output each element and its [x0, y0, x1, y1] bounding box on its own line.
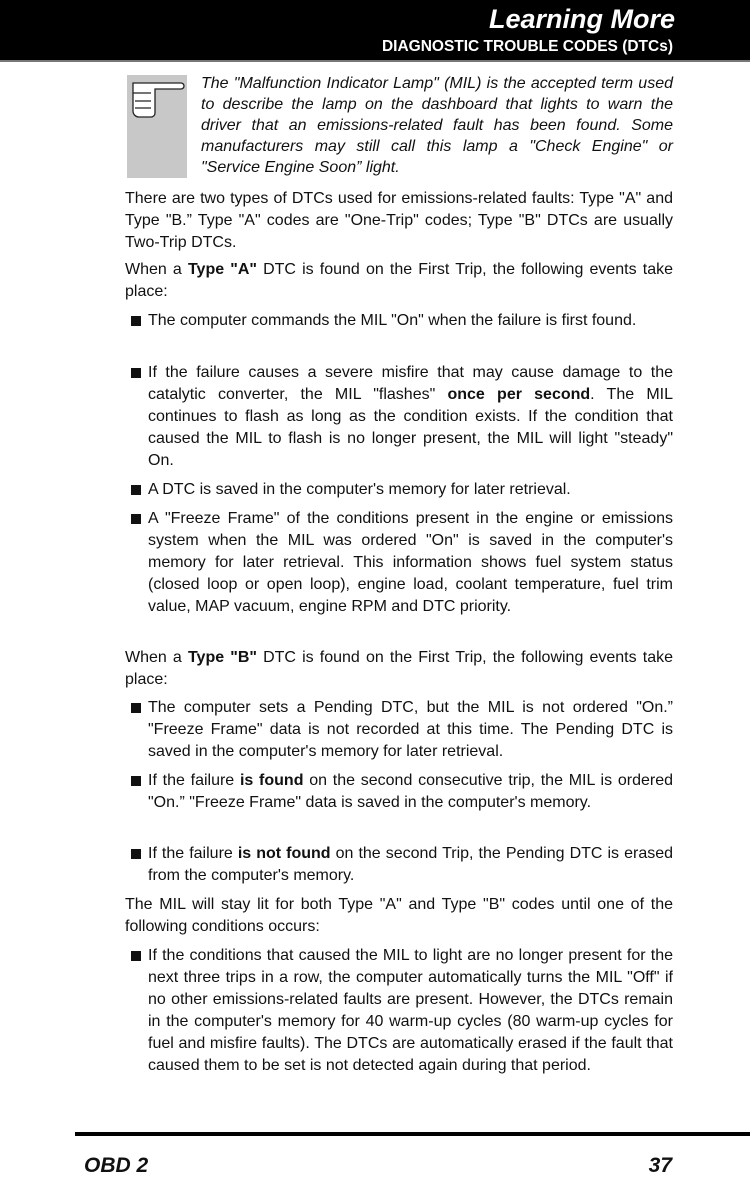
text: When a: [125, 649, 188, 666]
list-item-text: If the failure is not found on the second Trip, the Pending DTC is erased from the computer's memory.: [148, 845, 674, 884]
list-item: [131, 770, 673, 814]
bullet-icon: [131, 849, 141, 859]
bullet-icon: [131, 703, 141, 713]
bullet-icon: [131, 368, 141, 378]
list-item: [131, 843, 673, 887]
pointing-hand-icon: [127, 75, 187, 178]
section-title: Learning More: [488, 4, 675, 34]
bold-text: Type "B": [187, 649, 257, 666]
bullet-icon: [131, 316, 141, 326]
bullet-icon: [131, 776, 141, 786]
section-subtitle: DIAGNOSTIC TROUBLE CODES (DTCs): [381, 38, 673, 55]
bullet-icon: [131, 514, 141, 524]
list-item-text: If the conditions that caused the MIL to light are no longer present for the next three trips in a row, the computer automatically turns the MIL "Off" if no other emissions-related faults are present. However, the DTCs remain in the computer's memory for 40 warm-up cycles (80 warm-up cycles for fuel and misfire faults). The DTCs are automatically erased if the fault that caused them to be set is not detected again during that period.: [148, 947, 673, 1074]
footer-title: OBD 2: [84, 1154, 149, 1177]
list-item-text: The computer sets a Pending DTC, but the MIL is not ordered "On.” "Freeze Frame" data is not recorded at this time. The Pending DTC is saved in the computer's memory for later retrieval.: [148, 699, 673, 760]
bold-text: Type "A": [187, 261, 257, 278]
list-item: [131, 508, 673, 618]
list-item-text: If the failure is found on the second consecutive trip, the MIL is ordered "On.” "Freeze Frame" data is saved in the computer's memory.: [148, 772, 674, 811]
footer-divider: [75, 1132, 750, 1136]
text: DTC is found on the First Trip, the following events take place:: [125, 261, 673, 300]
list-item: [131, 310, 673, 332]
type-a-intro: [125, 259, 673, 303]
list-item-text: If the failure causes a severe misfire that may cause damage to the catalytic converter, the MIL "flashes" once per second. The MIL continues to flash as long as the condition exists. If the condition that caused the MIL to flash is no longer present, the MIL will light "steady" On.: [148, 364, 673, 469]
bullet-icon: [131, 951, 141, 961]
list-item: [131, 362, 673, 472]
list-item-text: The computer commands the MIL "On" when the failure is first found.: [148, 312, 637, 329]
mil-paragraph: The MIL will stay lit for both Type "A" and Type "B" codes until one of the following conditions occurs:: [125, 896, 673, 935]
type-b-intro: [125, 647, 673, 691]
page-header: [0, 0, 750, 62]
text: When a: [125, 261, 188, 278]
list-item: [131, 479, 673, 501]
bullet-icon: [131, 485, 141, 495]
list-item-text: A "Freeze Frame" of the conditions present in the engine or emissions system when the MIL was ordered "On" is saved in the computer's memory for later retrieval. This information shows fuel system status (closed loop or open loop), engine load, coolant temperature, fuel trim value, MAP vacuum, engine RPM and DTC priority.: [148, 510, 673, 615]
page-number: 37: [648, 1154, 672, 1177]
list-item-text: A DTC is saved in the computer's memory for later retrieval.: [148, 481, 571, 498]
text: DTC is found on the First Trip, the following events take place:: [125, 649, 673, 688]
note-text: The "Malfunction Indicator Lamp" (MIL) is the accepted term used to describe the lamp on the dashboard that lights to warn the driver that an emissions-related fault has been found. Some manufacturers may still call this lamp a "Check Engine" or "Service Engine Soon” light.: [201, 75, 673, 176]
intro-paragraph: There are two types of DTCs used for emissions-related faults: Type "A" and Type "B.” Type "A" codes are "One-Trip" codes; Type "B" DTCs are usually Two-Trip DTCs.: [125, 190, 673, 251]
list-item: [131, 945, 673, 1077]
list-item: [131, 697, 673, 763]
